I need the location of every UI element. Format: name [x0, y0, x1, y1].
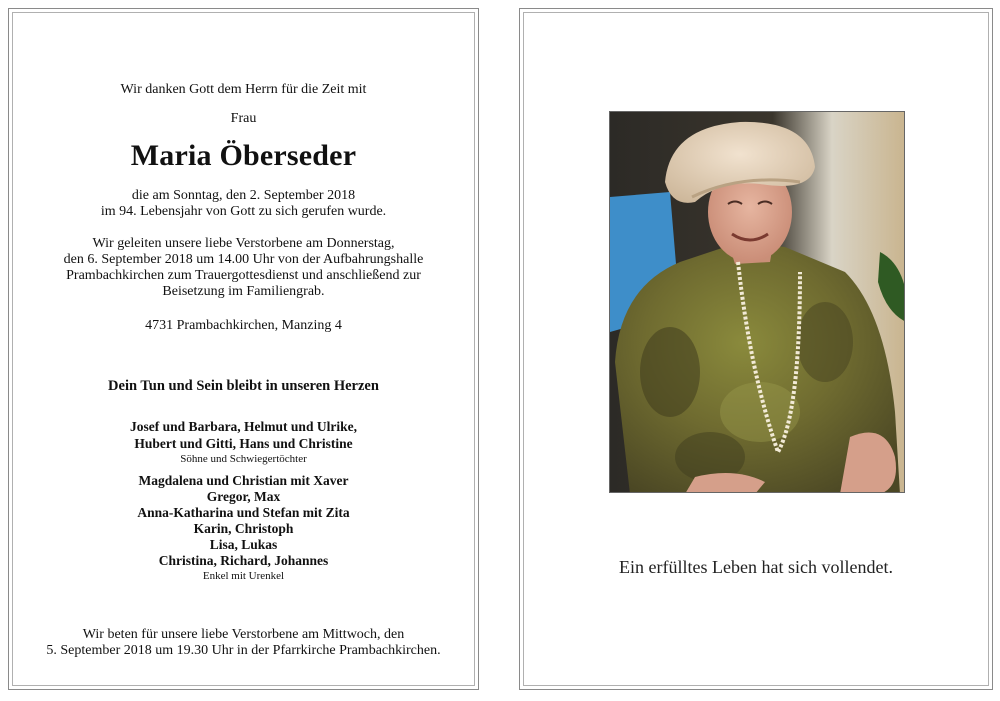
funeral-line-4: Beisetzung im Familiengrab. — [162, 284, 325, 299]
salutation: Frau — [230, 111, 257, 126]
portrait-photo-icon — [609, 111, 905, 493]
children-line-1: Josef und Barbara, Helmut und Ulrike, — [130, 419, 357, 434]
funeral-line-2: den 6. September 2018 um 14.00 Uhr von der Aufbahrungshalle — [63, 252, 424, 267]
prayer-line-2: 5. September 2018 um 19.30 Uhr in der Pfarrkirche Prambachkirchen. — [46, 643, 441, 658]
obituary-text-panel — [8, 8, 479, 690]
grandchildren-line-3: Anna-Katharina und Stefan mit Zita — [137, 505, 350, 520]
photo-panel — [519, 8, 993, 690]
intro-line: Wir danken Gott dem Herrn für die Zeit mit — [120, 82, 367, 97]
death-line-2: im 94. Lebensjahr von Gott zu sich gerufen wurde. — [100, 204, 387, 219]
children-label: Söhne und Schwiegertöchter — [180, 453, 307, 465]
children-line-2: Hubert und Gitti, Hans und Christine — [134, 436, 353, 451]
deceased-name: Maria Öberseder — [130, 139, 357, 172]
grandchildren-line-6: Christina, Richard, Johannes — [158, 553, 329, 568]
grandchildren-line-1: Magdalena und Christian mit Xaver — [138, 473, 349, 488]
death-line-1: die am Sonntag, den 2. September 2018 — [131, 188, 356, 203]
prayer-line-1: Wir beten für unsere liebe Verstorbene am Mittwoch, den — [82, 627, 405, 642]
closing-line: Ein erfülltes Leben hat sich vollendet. — [619, 557, 893, 577]
grandchildren-line-4: Karin, Christoph — [193, 521, 294, 536]
motto: Dein Tun und Sein bleibt in unseren Herzen — [108, 378, 379, 394]
grandchildren-line-2: Gregor, Max — [206, 489, 281, 504]
funeral-line-1: Wir geleiten unsere liebe Verstorbene am Donnerstag, — [92, 236, 395, 251]
address: 4731 Prambachkirchen, Manzing 4 — [145, 318, 342, 333]
funeral-line-3: Prambachkirchen zum Trauergottesdienst und anschließend zur — [66, 268, 421, 283]
grandchildren-label: Enkel mit Urenkel — [202, 570, 285, 582]
grandchildren-line-5: Lisa, Lukas — [209, 537, 278, 552]
